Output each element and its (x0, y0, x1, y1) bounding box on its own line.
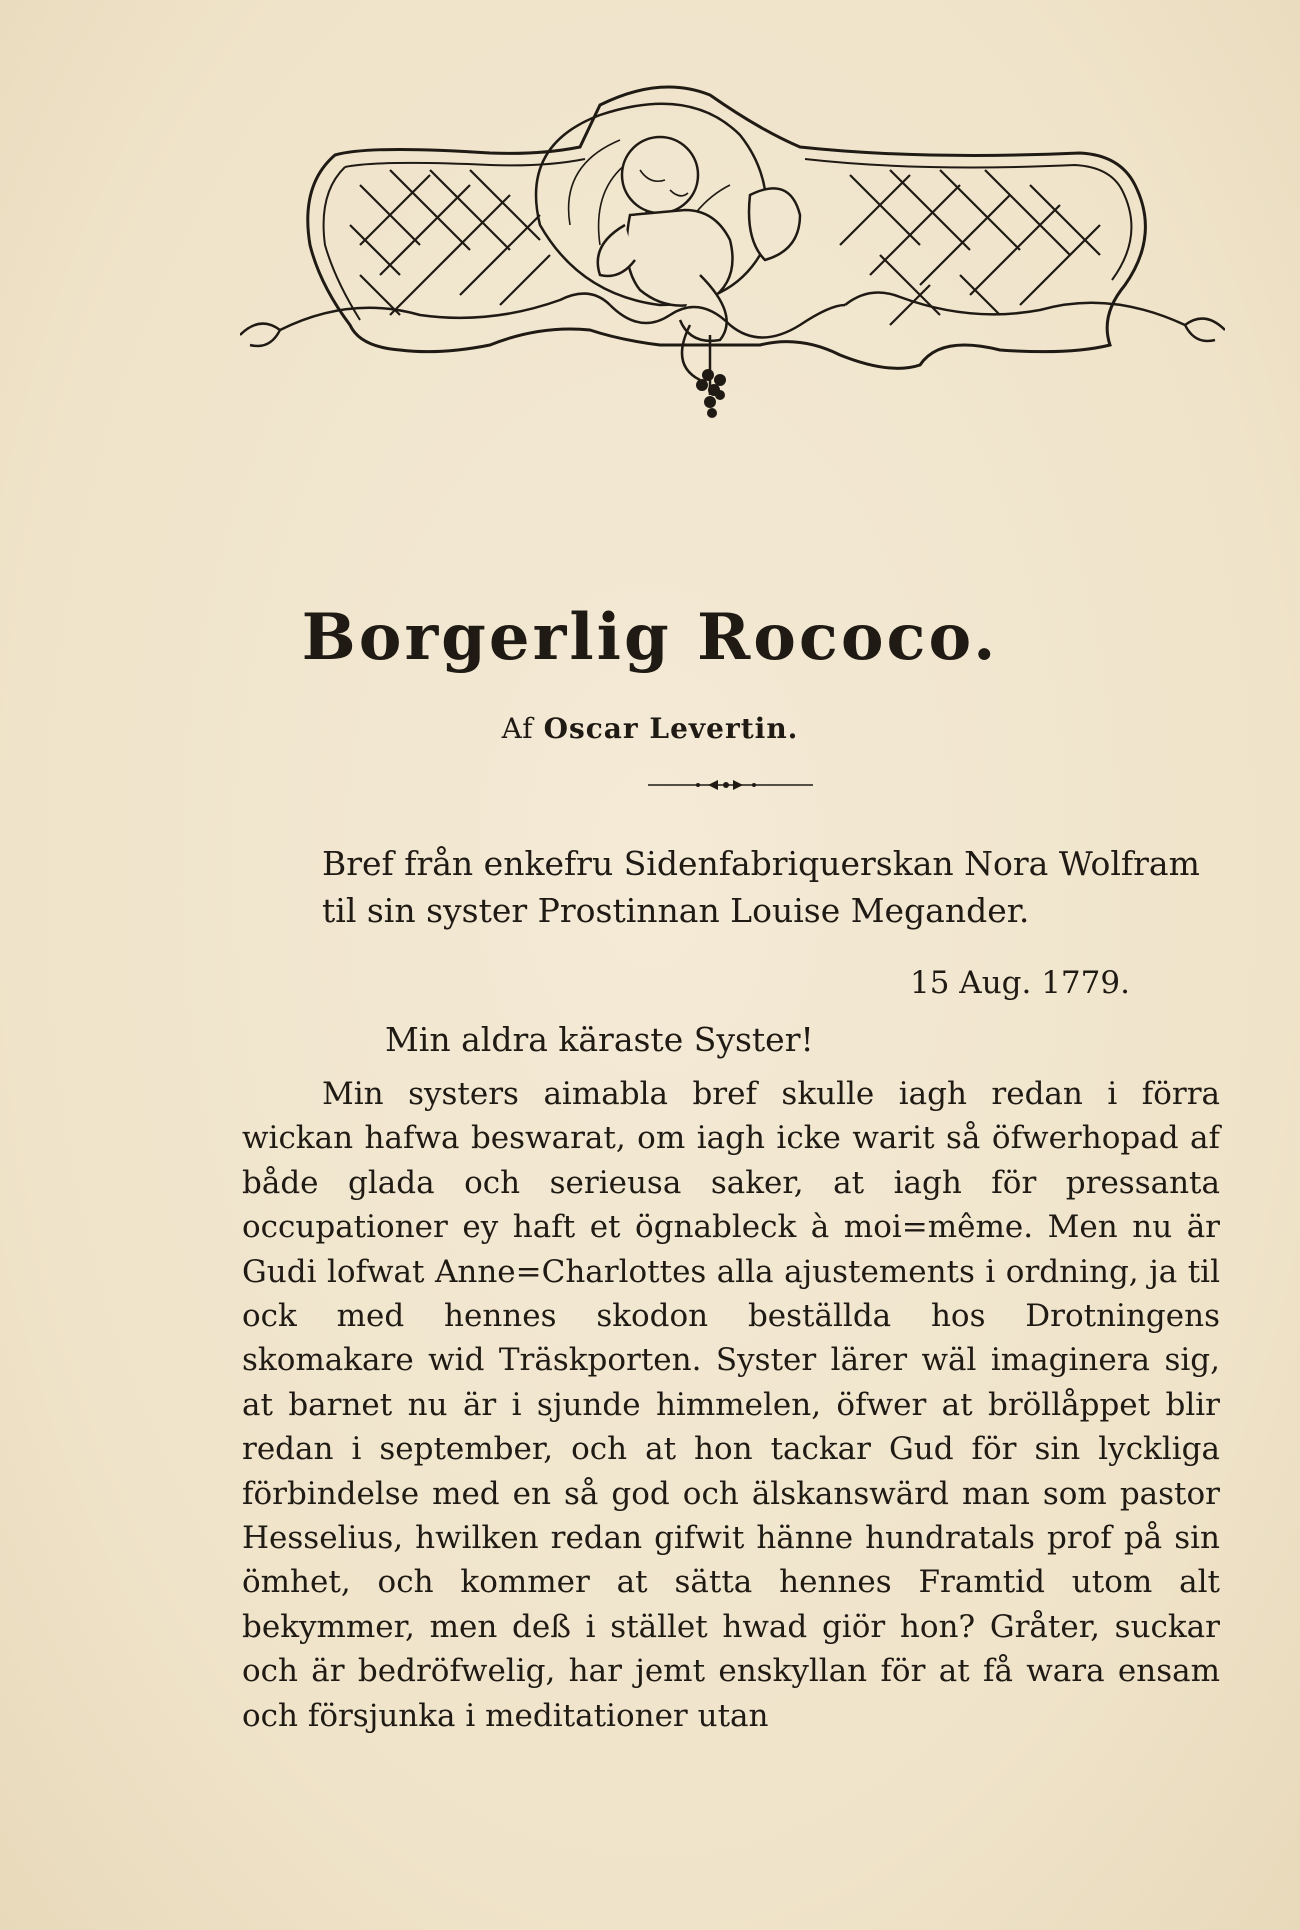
letter-date: 15 Aug. 1779. (910, 965, 1130, 1001)
ornamental-separator (648, 775, 813, 795)
article-title: Borgerlig Rococo. (301, 600, 999, 675)
rococo-cherub-vignette (240, 75, 1225, 435)
letter-greeting: Min aldra käraste Syster! (385, 1020, 814, 1059)
author-prefix: Af (501, 712, 534, 745)
author-line (0, 712, 1300, 745)
letter-body: Min systers aimabla bref skulle iagh redan i förra wickan hafwa beswarat, om iagh icke warit så öfwerhopad af både glada och serieusa saker, at iagh för pressanta occupationer ey haft et ögnableck à moi=même. Men nu är Gudi lofwat Anne=Charlottes alla ajustements i ordning, ja til ock med hennes skodon beställda hos Drotningens skomakare wid Träskporten. Syster lärer wäl imaginera sig, at barnet nu är i sjunde himmelen, öfwer at bröllåppet blir redan i september, och at hon tackar Gud för sin lyckliga förbindelse med en så god och älskanswärd man som pastor Hesselius, hwilken redan gifwit hänne hundratals prof på sin ömhet, och kommer at sätta hennes Framtid utom alt bekymmer, men deß i stället hwad giör hon? Gråter, suckar och är bedröfwelig, har jemt enskyllan för at få wara ensam och försjunka i meditationer utan (242, 1076, 1220, 1734)
author-name: Oscar Levertin. (543, 712, 799, 745)
letter-intro: Bref från enkefru Sidenfabriquerskan Nora Wolfram til sin syster Prostinnan Louise Megander. (322, 844, 1200, 930)
